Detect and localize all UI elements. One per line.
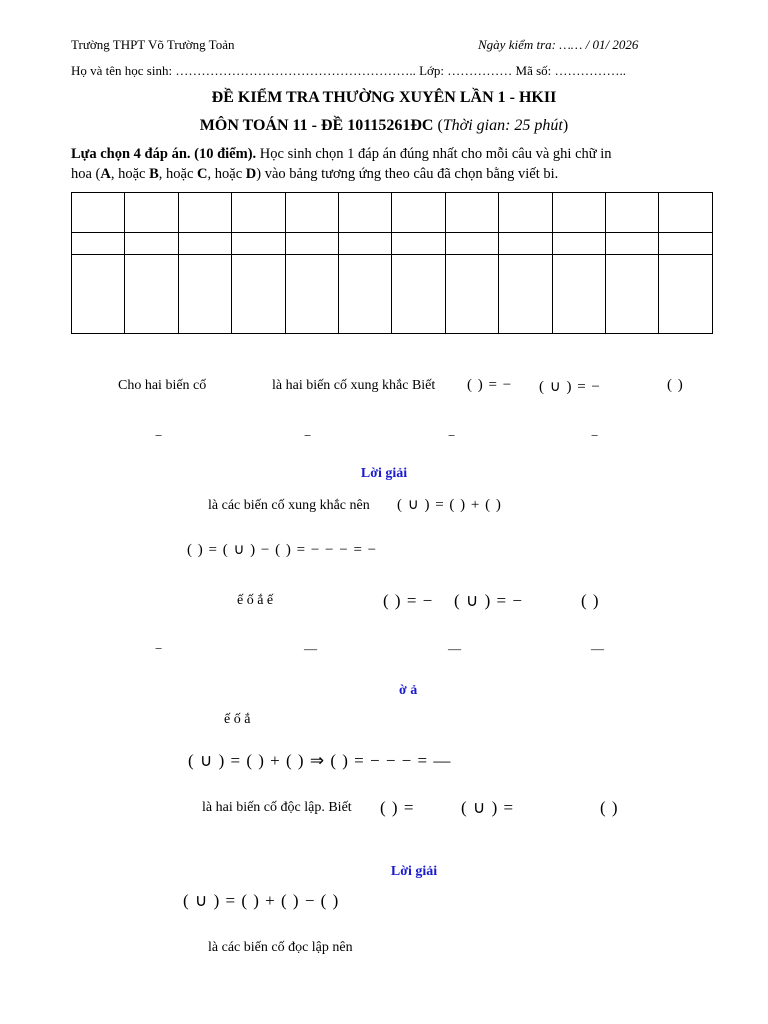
answer-cell[interactable] (499, 255, 552, 334)
option-b: B (149, 166, 159, 182)
student-info-line: Họ và tên học sinh: ……………………………………………….. Lớp: …………… Mã số: …………….. (71, 63, 627, 78)
school-name: Trường THPT Võ Trường Toản (71, 37, 235, 52)
solution2-heading: ờ ả (399, 683, 418, 698)
fraction-bar: − (304, 428, 312, 443)
question-cell (445, 193, 498, 233)
paren-close: ) (562, 117, 569, 134)
problem2-chars: ế ố ắ ế (237, 593, 274, 608)
solution1-heading: Lời giải (360, 466, 408, 481)
instruction-text-end: ) vào bảng tương ứng theo câu đã chọn bằng viết bi. (256, 166, 559, 182)
number-cell (606, 233, 659, 255)
number-cell (392, 233, 445, 255)
problem3-math-3: ( ) (600, 798, 619, 817)
table-row (72, 255, 713, 334)
problem2-math-3: ( ) (581, 591, 600, 610)
question-cell (392, 193, 445, 233)
solution1-math-2: ( ) = ( ∪ ) − ( ) = − − − = − (187, 542, 378, 558)
solution3-heading: Lời giải (390, 864, 438, 879)
question-cell (499, 193, 552, 233)
solution3-text: là các biến cố đọc lập nên (208, 940, 353, 955)
problem1-math-1: ( ) = − (467, 377, 513, 393)
number-cell (72, 233, 125, 255)
number-cell (125, 233, 178, 255)
question-cell (606, 193, 659, 233)
number-cell (445, 233, 498, 255)
problem2-math-2: ( ∪ ) = − (454, 591, 523, 610)
answer-cell[interactable] (552, 255, 605, 334)
fraction-bar: — (304, 641, 317, 656)
instruction-line-1 (71, 146, 612, 163)
problem2-math-1: ( ) = − (383, 591, 434, 610)
fraction-bar: − (591, 428, 599, 443)
problem1-text-a: Cho hai biến cố (118, 378, 207, 393)
answer-cell[interactable] (72, 255, 125, 334)
number-cell (285, 233, 338, 255)
answer-cell[interactable] (125, 255, 178, 334)
answer-cell[interactable] (445, 255, 498, 334)
solution2-chars: ế ố ắ (224, 712, 251, 727)
question-cell (339, 193, 392, 233)
solution3-math: ( ∪ ) = ( ) + ( ) − ( ) (183, 891, 340, 910)
answer-cell[interactable] (392, 255, 445, 334)
solution1-math-1: ( ∪ ) = ( ) + ( ) (397, 497, 502, 513)
subject-code: MÔN TOÁN 11 - ĐỀ 10115261ĐC (199, 117, 434, 134)
separator: , hoặc (207, 166, 246, 182)
paren-open: ( (433, 117, 443, 134)
answer-cell[interactable] (339, 255, 392, 334)
instruction-line-2 (71, 166, 558, 183)
fraction-bar: − (155, 428, 163, 443)
fraction-bar: — (591, 641, 604, 656)
separator: , hoặc (110, 166, 150, 182)
number-cell (499, 233, 552, 255)
instruction-text: Học sinh chọn 1 đáp án đúng nhất cho mỗi câu và ghi chữ in (256, 146, 612, 162)
problem1-math-2: ( ∪ ) = − (539, 379, 601, 395)
question-cell (72, 193, 125, 233)
question-cell (285, 193, 338, 233)
fraction-bar: − (155, 641, 163, 656)
option-a: A (100, 166, 111, 182)
problem3-math-1: ( ) = (380, 798, 415, 817)
table-row (72, 193, 713, 233)
solution2-math: ( ∪ ) = ( ) + ( ) ⇒ ( ) = − − − = — (188, 751, 452, 770)
answer-cell[interactable] (606, 255, 659, 334)
answer-table (71, 192, 713, 334)
problem3-math-2: ( ∪ ) = (461, 798, 515, 817)
question-cell (232, 193, 285, 233)
number-cell (339, 233, 392, 255)
instruction-heading: Lựa chọn 4 đáp án. (10 điểm). (71, 146, 257, 162)
question-cell (659, 193, 713, 233)
exam-subtitle (0, 117, 768, 135)
fraction-bar: — (448, 641, 461, 656)
answer-cell[interactable] (232, 255, 285, 334)
time-limit: Thời gian: 25 phút (442, 117, 563, 134)
number-cell (552, 233, 605, 255)
option-c: C (197, 166, 208, 182)
answer-cell[interactable] (178, 255, 231, 334)
number-cell (232, 233, 285, 255)
problem1-math-3: ( ) (667, 377, 684, 393)
solution1-text: là các biến cố xung khắc nên (208, 498, 370, 513)
exam-title: ĐỀ KIỂM TRA THƯỜNG XUYÊN LẦN 1 - HKII (211, 89, 557, 106)
answer-cell[interactable] (285, 255, 338, 334)
question-cell (125, 193, 178, 233)
problem1-text-b: là hai biến cố xung khắc Biết (272, 378, 436, 393)
number-cell (659, 233, 713, 255)
question-cell (552, 193, 605, 233)
number-cell (178, 233, 231, 255)
option-d: D (245, 166, 257, 182)
table-row (72, 233, 713, 255)
instruction-text-2: hoa ( (71, 166, 101, 182)
problem3-text: là hai biến cố độc lập. Biết (202, 800, 352, 815)
separator: , hoặc (158, 166, 198, 182)
question-cell (178, 193, 231, 233)
answer-cell[interactable] (659, 255, 713, 334)
fraction-bar: − (448, 428, 456, 443)
exam-date: Ngày kiểm tra: …… / 01/ 2026 (478, 37, 639, 52)
